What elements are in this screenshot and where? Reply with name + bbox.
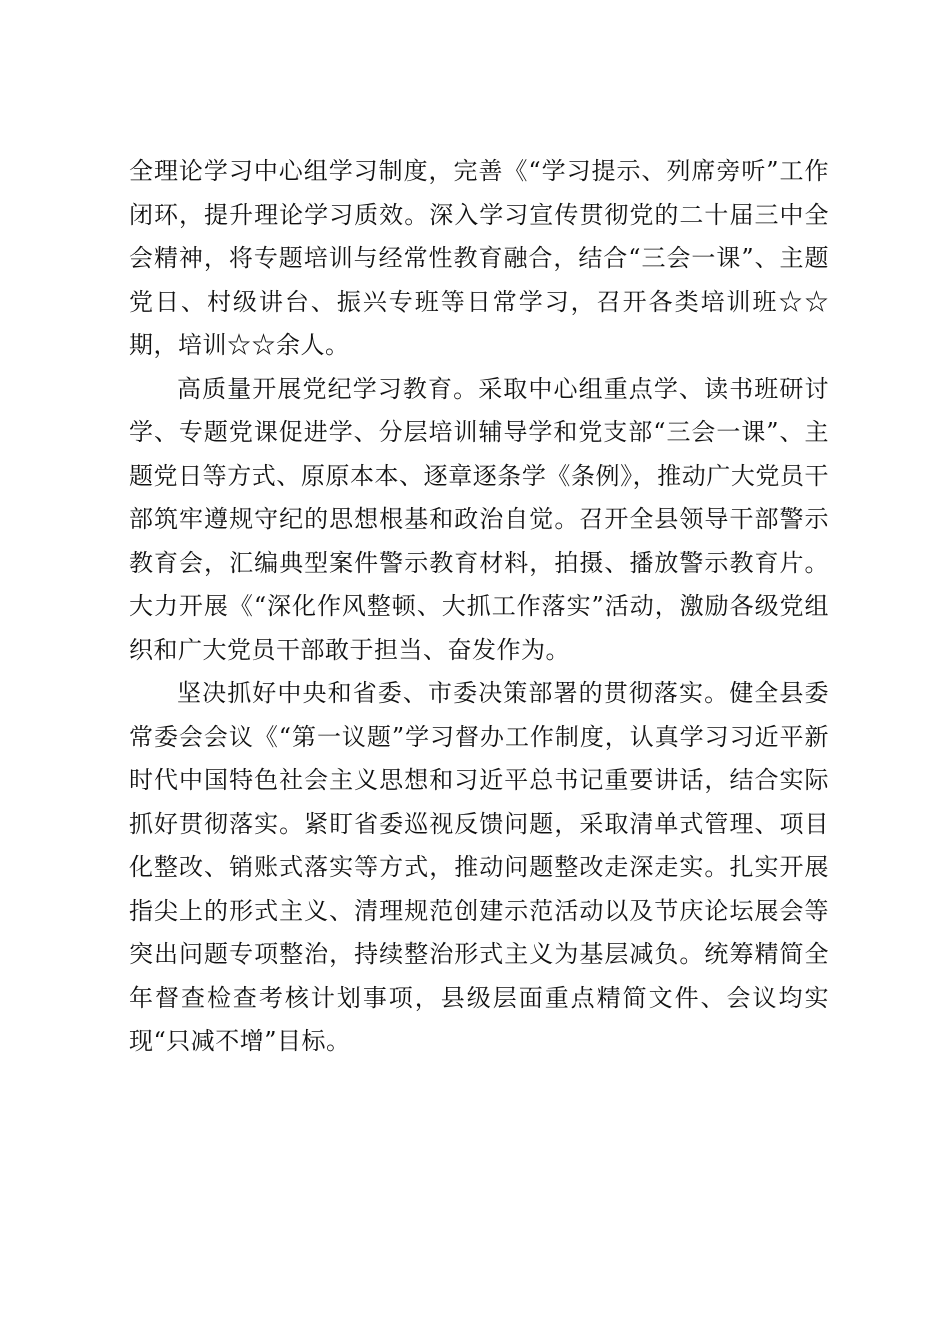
document-body [129, 150, 829, 1064]
paragraph-implementing-decisions: 坚决抓好中央和省委、市委决策部署的贯彻落实。健全县委常委会会议《“第一议题”学习督办工作制度，认真学习习近平新时代中国特色社会主义思想和习近平总书记重要讲话，结合实际抓好贯彻落实。紧盯省委巡视反馈问题，采取清单式管理、项目化整改、销账式落实等方式，推动问题整改走深走实。扎实开展指尖上的形式主义、清理规范创建示范活动以及节庆论坛展会等突出问题专项整治，持续整治形式主义为基层减负。统筹精简全年督查检查考核计划事项，县级层面重点精简文件、会议均实现“只减不增”目标。 [129, 679, 829, 1055]
paragraph-party-discipline-education: 高质量开展党纪学习教育。采取中心组重点学、读书班研讨学、专题党课促进学、分层培训辅导学和党支部“三会一课”、主题党日等方式、原原本本、逐章逐条学《条例》，推动广大党员干部筑牢遵规守纪的思想根基和政治自觉。召开全县领导干部警示教育会，汇编典型案件警示教育材料，拍摄、播放警示教育片。大力开展《“深化作风整顿、大抓工作落实”活动，激励各级党组织和广大党员干部敢于担当、奋发作为。 [129, 374, 829, 664]
paragraph-continuation: 全理论学习中心组学习制度，完善《“学习提示、列席旁听”工作闭环，提升理论学习质效。深入学习宣传贯彻党的二十届三中全会精神，将专题培训与经常性教育融合，结合“三会一课”、主题党日、村级讲台、振兴专班等日常学习，召开各类培训班☆☆期，培训☆☆余人。 [129, 157, 829, 359]
